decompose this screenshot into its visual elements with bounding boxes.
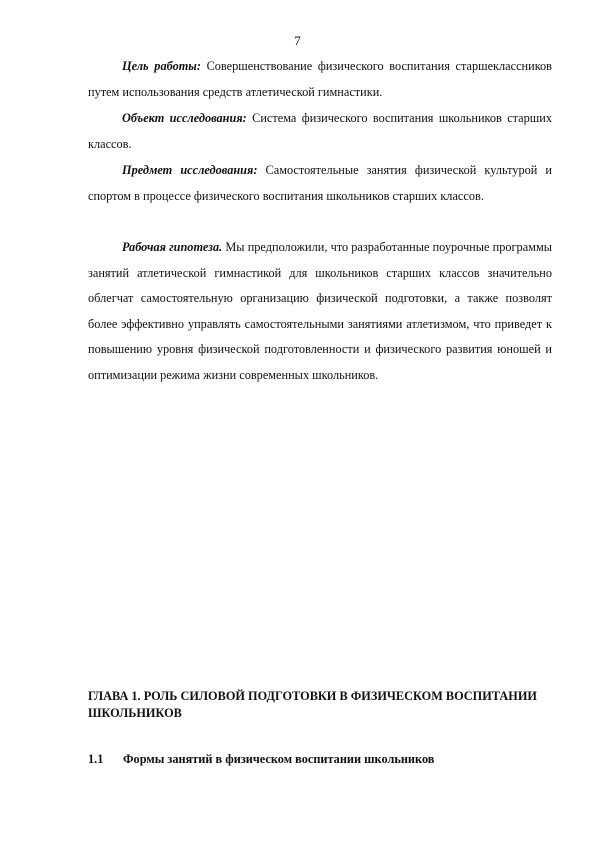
object-lead: Объект исследования: — [122, 111, 247, 125]
subject-lead: Предмет исследования: — [122, 163, 258, 177]
section-title: Формы занятий в физическом воспитании школьников — [123, 752, 435, 766]
goal-paragraph — [88, 54, 552, 105]
goal-lead: Цель работы: — [122, 59, 201, 73]
hypothesis-paragraph — [88, 235, 552, 388]
section-number: 1.1 — [88, 752, 104, 766]
goal-text: Совершенствование физического воспитания старшеклассников путем использования средств атлетической гимнастики. — [88, 59, 552, 99]
chapter-heading: ГЛАВА 1. РОЛЬ СИЛОВОЙ ПОДГОТОВКИ В ФИЗИЧЕСКОМ ВОСПИТАНИИ ШКОЛЬНИКОВ — [88, 689, 537, 720]
hypothesis-lead: Рабочая гипотеза. — [122, 240, 223, 254]
object-paragraph — [88, 106, 552, 157]
object-text: Система физического воспитания школьников старших классов. — [88, 111, 552, 151]
subject-text: Самостоятельные занятия физической культурой и спортом в процессе физического воспитания школьников старших классов. — [88, 163, 552, 203]
page-number: 7 — [294, 33, 301, 48]
hypothesis-text: Мы предположили, что разработанные поурочные программы занятий атлетической гимнастикой для школьников старших классов значительно облегчат самостоятельную организацию физической подготовки, а также позволят более эффективно управлять самостоятельными занятиями атлетизмом, что приведет к повышению уровня физической подготовленности и физического развития юношей и оптимизации режима жизни современных школьников. — [88, 240, 552, 382]
section-heading — [88, 751, 552, 768]
subject-paragraph — [88, 158, 552, 209]
